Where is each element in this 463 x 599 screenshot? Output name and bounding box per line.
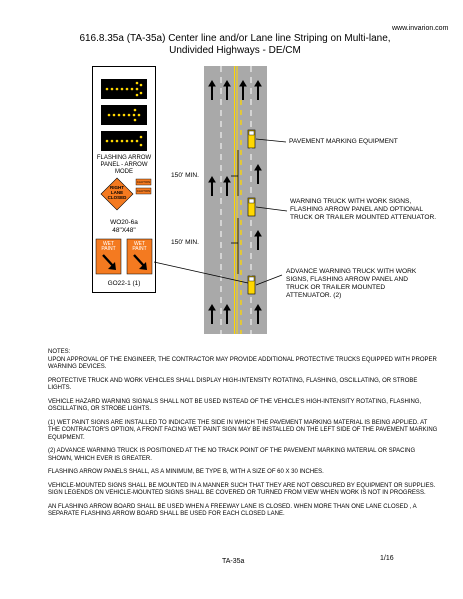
advance-warning-truck <box>248 276 255 294</box>
small-panel-bottom-text: CAUTION <box>136 188 151 193</box>
footer-code: TA-35a <box>222 558 245 565</box>
note-2: PROTECTIVE TRUCK AND WORK VEHICLES SHALL DISPLAY HIGH-INTENSITY ROTATING, FLASHING, OSCILLATING, OR STROBE LIGHTS. <box>48 377 418 391</box>
note-1: UPON APPROVAL OF THE ENGINEER, THE CONTRACTOR MAY PROVIDE ADDITIONAL PROTECTIVE TRUCKS EQUIPPED WITH PROPER WARNING DEVICES. <box>48 356 437 370</box>
roadway <box>204 66 267 334</box>
callout-warning: WARNING TRUCK WITH WORK SIGNS, FLASHING ARROW PANEL AND OPTIONAL TRUCK OR TRAILER MOUNTED ATTENUATOR. <box>290 198 437 221</box>
note-8: AN FLASHING ARROW BOARD SHALL BE USED WHEN A FREEWAY LANE IS CLOSED. WHEN MORE THAN ONE LANE CLOSED , A SEPARATE FLASHING ARROW BOARD SHALL BE USED FOR EACH CLOSED LANE. <box>48 503 417 517</box>
note-5: (2) ADVANCE WARNING TRUCK IS POSITIONED AT THE NO TRACK POINT OF THE PAVEMENT MARKING MATERIAL OR SPACING SHOWN, WHICH EVER IS GREATER. <box>48 448 416 462</box>
note-3: VEHICLE HAZARD WARNING SIGNALS SHALL NOT BE USED INSTEAD OF THE VEHICLE'S HIGH-INTENSITY ROTATING, FLASHING, OSCILLATING, OR STROBE LIGHTS. <box>48 398 422 412</box>
warning-truck <box>248 198 255 216</box>
wet-paint-code: GO22-1 (1) <box>107 280 141 287</box>
wet-paint-right-text: WET PAINT <box>132 241 147 252</box>
sign-size: 48"X48" <box>112 227 136 234</box>
pavement-marking-truck <box>248 130 255 148</box>
flashing-arrow-label: FLASHING ARROW PANEL - ARROW MODE <box>96 155 152 175</box>
callout-advance: ADVANCE WARNING TRUCK WITH WORK SIGNS, FLASHING ARROW PANEL AND TRUCK OR TRAILER MOUNTED ATTENUATOR. (2) <box>286 268 417 299</box>
title-line-1: 616.8.35a (TA-35a) Center line and/or Lane line Striping on Multi-lane, <box>79 33 391 44</box>
dimension-label-1: 150' MIN. <box>171 172 200 179</box>
sign-code: WO20-6a <box>110 219 138 226</box>
dimension-label-2: 150' MIN. <box>171 239 200 246</box>
small-panel-top-text: CAUTION <box>136 179 151 184</box>
site-url: www.invarion.com <box>392 25 449 32</box>
title-line-2: Undivided Highways - DE/CM <box>169 45 301 56</box>
note-7: VEHICLE-MOUNTED SIGNS SHALL BE MOUNTED IN A MANNER SUCH THAT THEY ARE NOT OBSCURED BY EQUIPMENT OR SUPPLIES. SIGN LEGENDS ON VEHICLE-MOUNTED SIGNS SHALL BE COVERED OR TURNED FROM VIEW WHEN WORK IS NOT IN PROGRESS. <box>48 482 436 496</box>
note-4: (1) WET PAINT SIGNS ARE INSTALLED TO INDICATE THE SIDE IN WHICH THE PAVEMENT MARKING MATERIAL IS BEING APPLIED. AT THE CONTRACTOR'S OPTION, A FRONT FACING WET PAINT SIGN MAY BE INSTALLED ON THE LEFT SIDE OF THE PAVEMENT MARKING EQUIPMENT. <box>48 419 438 441</box>
note-6: FLASHING ARROW PANELS SHALL, AS A MINIMUM, BE TYPE B, WITH A SIZE OF 60 X 30 INCHES. <box>48 469 324 475</box>
notes-section <box>48 349 438 525</box>
sign-text: RIGHT LANE CLOSED <box>107 185 127 200</box>
footer-page: 1/16 <box>380 555 394 562</box>
notes-heading: NOTES: <box>48 349 71 355</box>
callout-equipment: PAVEMENT MARKING EQUIPMENT <box>289 138 398 145</box>
wet-paint-left-text: WET PAINT <box>101 241 116 252</box>
